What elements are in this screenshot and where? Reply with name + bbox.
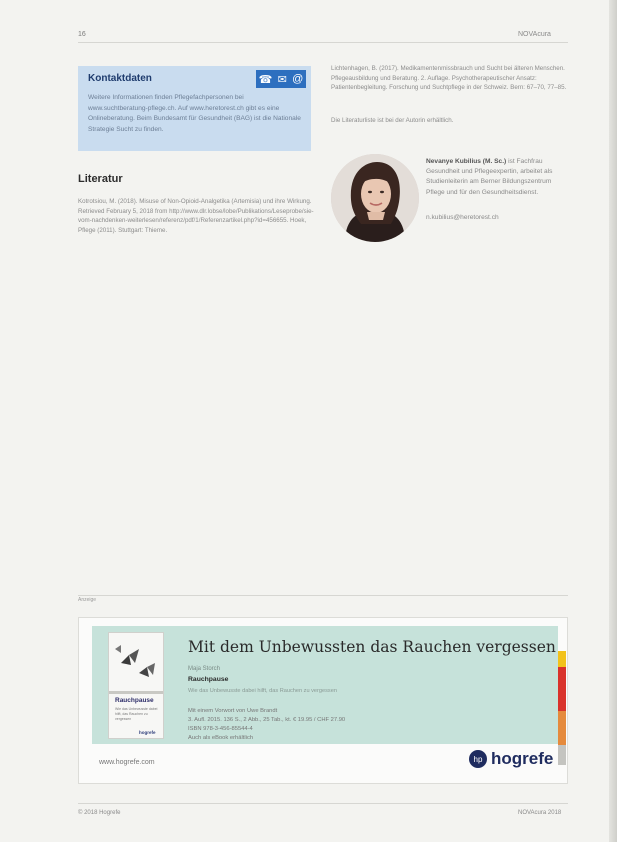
- page-number: 16: [78, 31, 86, 38]
- ad-top-rule: [78, 595, 568, 596]
- author-portrait: [331, 154, 419, 242]
- header-rule: [78, 42, 568, 43]
- advertisement[interactable]: [78, 617, 568, 784]
- ad-info-line: Auch als eBook erhältlich: [188, 735, 254, 741]
- ad-headline: Mit dem Unbewussten das Rauchen vergessen: [188, 638, 556, 656]
- book-cover-logo: hogrefe: [139, 730, 156, 735]
- author-email[interactable]: n.kubilius@heretorest.ch: [426, 214, 499, 221]
- author-bio-text: ist Fachfrau Gesundheit und Pflegeexpertin, arbeitet als Studienleiterin am Berner Bildungszentrum Pflege und für den Gesundheitsdienst.: [426, 158, 553, 196]
- contact-icon-bar: [256, 70, 306, 88]
- hogrefe-logo-text: hogrefe: [491, 749, 554, 768]
- note-icon: ✉: [277, 73, 287, 86]
- ad-color-strip: [558, 745, 566, 765]
- book-cover: [108, 632, 164, 739]
- ad-color-strip: [558, 651, 566, 667]
- butterflies-icon: [109, 633, 163, 689]
- reference-note: Die Literaturliste ist bei der Autorin erhältlich.: [331, 117, 454, 124]
- phone-icon: ☎: [258, 73, 273, 86]
- portrait-image: [331, 154, 419, 242]
- author-name: Nevanye Kubilius (M. Sc.): [426, 158, 507, 165]
- ad-book-author: Maja Storch: [188, 666, 221, 672]
- reference-text: Lichtenhagen, B. (2017). Medikamentenmissbrauch und Sucht bei älteren Menschen. Pflegeausbildung und Beratung. 2. Auflage. Psychotherapeutischer Ansatz: Patientenbegleitung. Forschung und Suchtpflege in der Schweiz. Bern: 67–70, 77–85.: [331, 65, 567, 92]
- footer-copyright: © 2018 Hogrefe: [78, 810, 121, 816]
- contact-box: [78, 66, 311, 151]
- book-cover-subtitle: Wie das Unbewusste dabei hilft, das Rauchen zu vergessen: [115, 707, 158, 721]
- literature-text: Kotrotsiou, M. (2018). Misuse of Non-Opioid-Analgetika (Artemisia) und ihre Wirkung. Retrieved February 5, 2018 from http://www.dlr.lobse/lobe/Publikations/Leseprobe/sie-vom-nachdenken-weiterlesen/referenz/pdf/1/Referenzartikel.php?id=456655. Hoek, Pflege (2011). Stuttgart: Thieme.: [78, 198, 314, 235]
- hogrefe-logo-icon: hp: [469, 750, 487, 768]
- book-cover-band: [109, 691, 163, 694]
- ad-info-line: Mit einem Vorwort von Uwe Brandt: [188, 708, 278, 714]
- at-icon: @: [292, 73, 304, 85]
- author-bio: [426, 157, 568, 198]
- literature-heading: Literatur: [78, 173, 123, 185]
- ad-color-strip: [558, 667, 566, 711]
- footer-rule: [78, 803, 568, 804]
- ad-info-line: 3. Aufl. 2015. 136 S., 2 Abb., 25 Tab., kt. € 19.95 / CHF 27.90: [188, 717, 346, 723]
- hogrefe-logo: [469, 749, 553, 769]
- contact-title: Kontaktdaten: [88, 73, 152, 84]
- ad-url[interactable]: www.hogrefe.com: [99, 759, 155, 766]
- page-edge-shadow: [609, 0, 617, 842]
- ad-color-strip: [558, 711, 566, 745]
- ad-band: [92, 626, 558, 744]
- ad-book-title: Rauchpause: [188, 676, 229, 683]
- book-cover-title: Rauchpause: [115, 697, 154, 704]
- footer-issue: NOVAcura 2018: [518, 810, 562, 816]
- contact-text: Weitere Informationen finden Pflegefachpersonen bei www.suchtberatung-pflege.ch. Auf www.heretorest.ch gibt es eine Onlineberatung. Beim Bundesamt für Gesundheit (BAG) ist die Nationale Strategie Sucht zu finden.: [88, 94, 301, 133]
- ad-info-line: ISBN 978-3-456-85544-4: [188, 726, 253, 732]
- running-header: NOVAcura: [518, 31, 551, 38]
- ad-label: Anzeige: [78, 597, 97, 603]
- ad-book-subtitle: Wie das Unbewusste dabei hilft, das Rauchen zu vergessen: [188, 688, 337, 694]
